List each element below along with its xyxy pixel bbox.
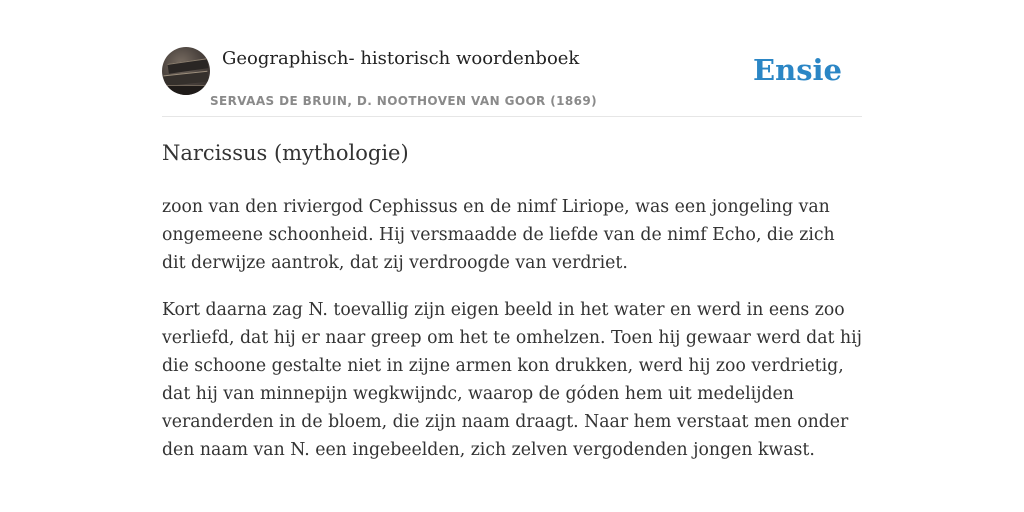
entry-title: Narcissus (mythologie) — [162, 141, 409, 165]
entry-paragraph: Kort daarna zag N. toevallig zijn eigen beeld in het water en werd in eens zoo verliefd, dat hij er naar greep om het te omhelzen. Toen hij gewaar werd dat hij die schoone gestalte niet in zijne armen kon drukken, werd hij zoo verdrietig, dat hij van minnepijn wegkwijndc, waarop de góden hem uit medelijden veranderden in de bloem, die zijn naam draagt. Naar hem verstaat men onder den naam van N. een ingebeelden, zich zelven vergodenden jongen kwast. — [162, 300, 862, 460]
entry-paragraph: zoon van den riviergod Cephissus en de nimf Liriope, was een jongeling van ongemeene schoonheid. Hij versmaadde de liefde van de nimf Echo, die zich dit derwijze aantrok, dat zij verdroogde van verdriet. — [162, 197, 835, 273]
book-title-link[interactable]: Geographisch- historisch woordenboek — [222, 48, 580, 69]
ensie-logo[interactable]: Ensie — [753, 53, 842, 87]
book-header — [162, 47, 862, 117]
book-author: SERVAAS DE BRUIN, D. NOOTHOVEN VAN GOOR (1869) — [210, 94, 598, 108]
book-spine — [162, 85, 210, 95]
entry-body — [162, 193, 862, 483]
book-stack-icon[interactable] — [162, 47, 210, 95]
